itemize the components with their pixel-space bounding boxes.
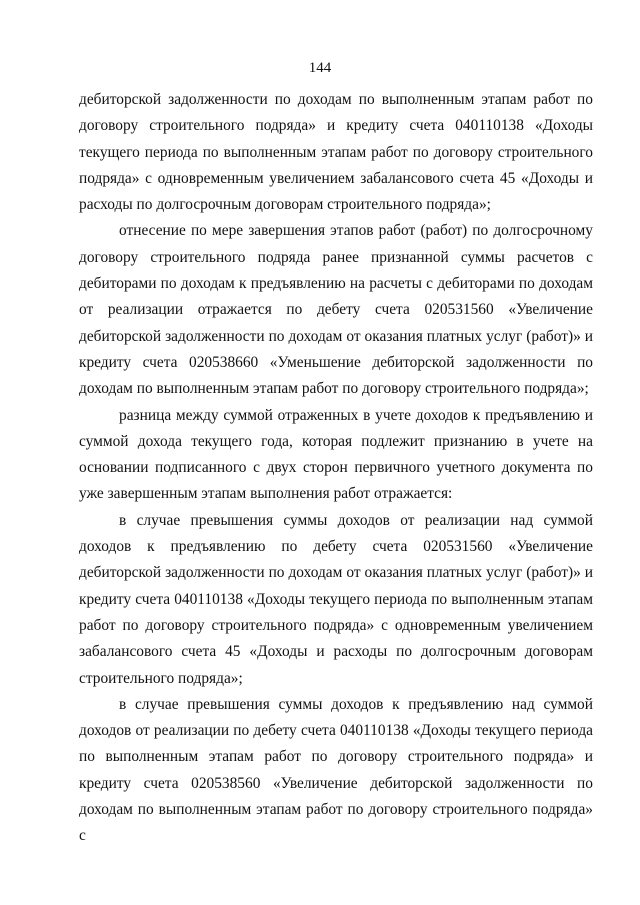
paragraph-continuation: дебиторской задолженности по доходам по выполненным этапам работ по договору строительного подряда» и кредиту счета 040110138 «Доходы текущего периода по выполненным этапам работ по договору строительного подряда» с одновременным увеличением забалансового счета 45 «Доходы и расходы по долгосрочным договорам строительного подряда»;	[79, 91, 593, 214]
page-number: 144	[308, 60, 332, 76]
paragraph-excess-of-sales-revenue: в случае превышения суммы доходов от реализации над суммой доходов к предъявлению по дебету счета 020531560 «Увеличение дебиторской задолженности по доходам от оказания платных услуг (работ)» и кредиту счета 040110138 «Доходы текущего периода по выполненным этапам работ по договору строительного подряда» с одновременным увеличением забалансового счета 45 «Доходы и расходы по долгосрочным договорам строительного подряда»;	[79, 511, 593, 687]
document-body	[79, 87, 593, 850]
paragraph-excess-of-revenue-to-present: в случае превышения суммы доходов к предъявлению над суммой доходов от реализации по дебету счета 040110138 «Доходы текущего периода по выполненным этапам работ по договору строительного подряда» и кредиту счета 020538560 «Увеличение дебиторской задолженности по доходам по выполненным этапам работ по договору строительного подряда» с	[79, 695, 593, 845]
paragraph-difference-of-revenues: разница между суммой отраженных в учете доходов к предъявлению и суммой дохода текущего года, которая подлежит признанию в учете на основании подписанного с двух сторон первичного учетного документа по уже завершенным этапам выполнения работ отражается:	[79, 406, 593, 503]
paragraph-attribution-of-completed-stages: отнесение по мере завершения этапов работ (работ) по долгосрочному договору строительного подряда ранее признанной суммы расчетов с дебиторами по доходам к предъявлению на расчеты с дебиторами по доходам от реализации отражается по дебету счета 020531560 «Увеличение дебиторской задолженности по доходам от оказания платных услуг (работ)» и кредиту счета 020538660 «Уменьшение дебиторской задолженности по доходам по выполненным этапам работ по договору строительного подряда»;	[79, 222, 593, 398]
